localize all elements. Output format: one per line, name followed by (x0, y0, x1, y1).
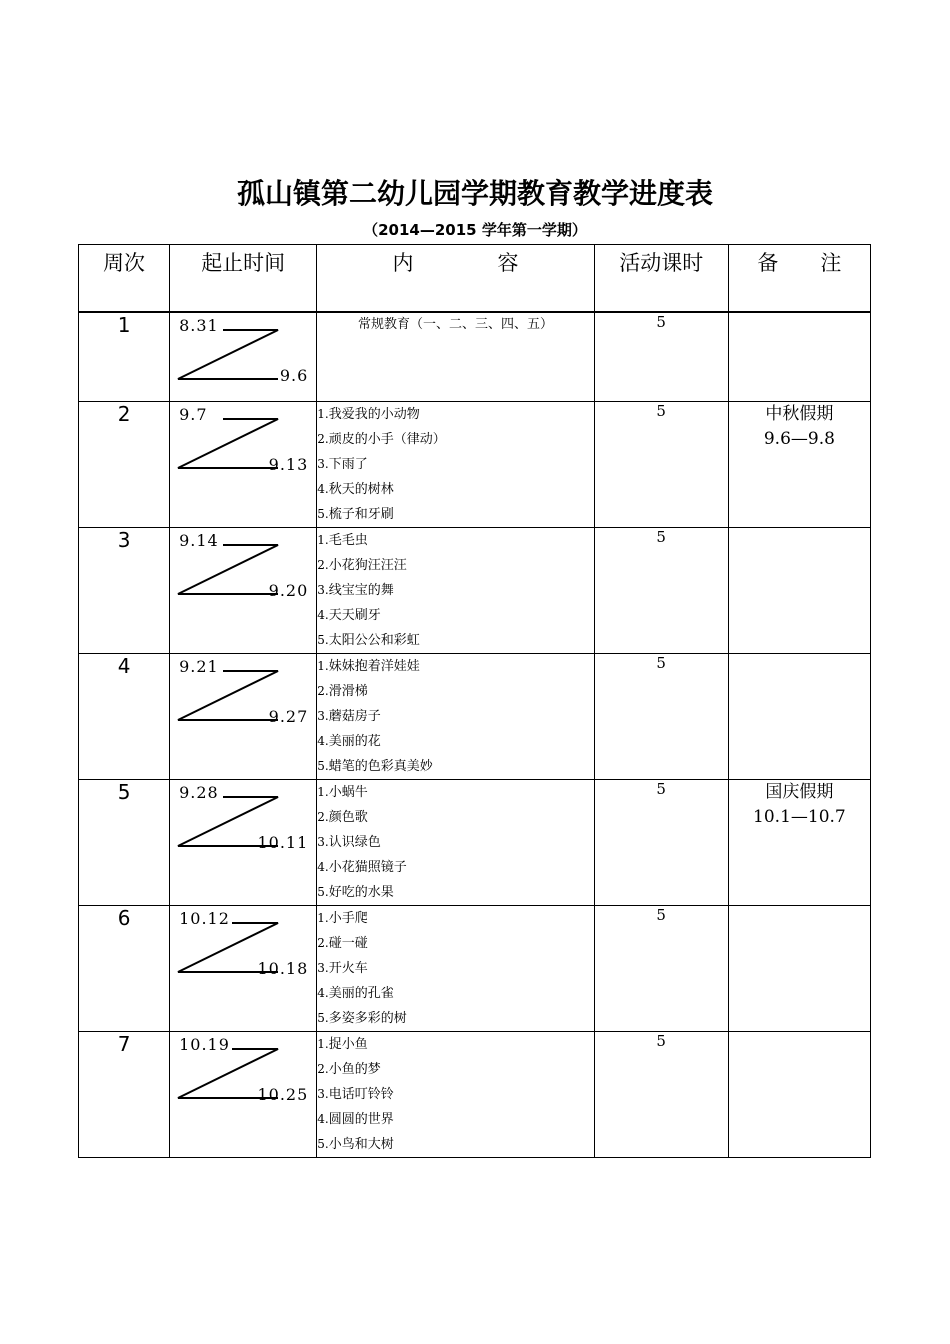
end-date: 9.6 (279, 366, 309, 385)
item-text: 妹妹抱着洋娃娃 (328, 659, 420, 674)
table-row (79, 654, 871, 780)
table-row (79, 906, 871, 1032)
item-text: 毛毛虫 (328, 533, 368, 548)
item-text: 开火车 (328, 961, 368, 976)
list-item (317, 1006, 593, 1031)
item-text: 碰一碰 (328, 936, 368, 951)
item-text: 认识绿色 (328, 835, 381, 850)
note-range: 10.1—10.7 (753, 807, 846, 827)
end-date: 9.13 (268, 455, 309, 474)
item-text: 小蜗牛 (328, 785, 368, 800)
note-title: 中秋假期 (765, 404, 834, 424)
hours-value: 5 (656, 1032, 666, 1050)
date-cell (170, 906, 317, 1032)
list-item (317, 477, 593, 502)
table-row (79, 402, 871, 528)
week-number: 3 (117, 528, 131, 552)
list-item (317, 578, 593, 603)
activity-list (317, 1032, 593, 1157)
schedule-table (78, 244, 871, 1158)
hours-cell (594, 528, 728, 654)
header-row (79, 245, 871, 312)
list-item (317, 502, 593, 527)
hours-value: 5 (656, 402, 666, 420)
table-row (79, 528, 871, 654)
item-number: 2. (317, 684, 329, 698)
hours-value: 5 (656, 780, 666, 798)
start-date: 8.31 (179, 316, 219, 335)
list-item (317, 402, 593, 427)
list-item (317, 981, 593, 1006)
item-number: 5. (317, 1011, 329, 1025)
note-cell (728, 313, 870, 402)
list-item (317, 528, 593, 553)
item-text: 我爱我的小动物 (328, 407, 420, 422)
item-text: 颜色歌 (328, 810, 368, 825)
item-number: 2. (317, 558, 329, 572)
item-number: 4. (317, 608, 329, 622)
week-number: 7 (117, 1032, 131, 1056)
item-text: 小手爬 (328, 911, 368, 926)
page-title: 孤山镇第二幼儿园学期教育教学进度表 (236, 177, 713, 210)
header-content: 内 容 (317, 245, 594, 312)
end-date: 10.25 (257, 1085, 309, 1104)
item-text: 小鱼的梦 (328, 1062, 381, 1077)
item-number: 2. (317, 432, 329, 446)
item-text: 滑滑梯 (328, 684, 368, 699)
item-number: 4. (317, 482, 329, 496)
list-item (317, 906, 593, 931)
date-cell (170, 780, 317, 906)
start-date: 9.28 (179, 783, 219, 802)
item-number: 2. (317, 1062, 329, 1076)
week-cell (79, 402, 170, 528)
content-cell (317, 313, 594, 402)
item-number: 2. (317, 810, 329, 824)
start-date: 10.19 (179, 1035, 230, 1054)
activity-list (317, 528, 593, 653)
week-cell (79, 313, 170, 402)
item-number: 3. (317, 457, 329, 471)
hours-cell (594, 313, 728, 402)
item-text: 蜡笔的色彩真美妙 (328, 759, 433, 774)
content-cell (317, 528, 594, 654)
item-text: 线宝宝的舞 (328, 583, 394, 598)
note-title: 国庆假期 (765, 782, 834, 802)
item-text: 下雨了 (328, 457, 368, 472)
hours-cell (594, 906, 728, 1032)
start-date: 9.21 (179, 657, 219, 676)
item-text: 好吃的水果 (328, 885, 394, 900)
activity-list (317, 780, 593, 905)
hours-cell (594, 1032, 728, 1158)
item-text: 小鸟和大树 (328, 1137, 394, 1152)
week-cell (79, 528, 170, 654)
note-range: 9.6—9.8 (763, 429, 835, 449)
content-cell (317, 780, 594, 906)
item-text: 美丽的花 (328, 734, 381, 749)
date-cell (170, 402, 317, 528)
list-item (317, 704, 593, 729)
item-number: 1. (317, 1037, 329, 1051)
activity-list (317, 906, 593, 1031)
list-item (317, 1082, 593, 1107)
week-cell (79, 654, 170, 780)
week-cell (79, 906, 170, 1032)
hours-cell (594, 402, 728, 528)
list-item (317, 880, 593, 905)
hours-value: 5 (656, 528, 666, 546)
start-date: 10.12 (179, 909, 230, 928)
hours-value: 5 (656, 906, 666, 924)
list-item (317, 754, 593, 779)
item-number: 1. (317, 911, 329, 925)
item-number: 4. (317, 1112, 329, 1126)
item-number: 3. (317, 961, 329, 975)
week-number: 2 (117, 402, 131, 426)
item-number: 4. (317, 734, 329, 748)
item-number: 4. (317, 860, 329, 874)
list-item (317, 654, 593, 679)
header-note: 备 注 (728, 245, 870, 312)
item-number: 2. (317, 936, 329, 950)
hours-value: 5 (656, 313, 666, 331)
list-item (317, 427, 593, 452)
list-item (317, 603, 593, 628)
item-number: 3. (317, 835, 329, 849)
table-row (79, 313, 871, 402)
note-cell (728, 654, 870, 780)
item-number: 5. (317, 633, 329, 647)
content-cell (317, 402, 594, 528)
item-text: 捉小鱼 (328, 1037, 368, 1052)
hours-cell (594, 654, 728, 780)
item-text: 太阳公公和彩虹 (328, 633, 420, 648)
end-date: 9.20 (268, 581, 309, 600)
item-number: 1. (317, 785, 329, 799)
week-cell (79, 1032, 170, 1158)
date-cell (170, 313, 317, 402)
item-number: 5. (317, 507, 329, 521)
table-row (79, 1032, 871, 1158)
content-cell (317, 1032, 594, 1158)
date-cell (170, 528, 317, 654)
table-row (79, 780, 871, 906)
end-date: 10.18 (257, 959, 309, 978)
item-text: 顽皮的小手（律动） (328, 432, 446, 447)
header-dates: 起止时间 (170, 245, 317, 312)
list-item (317, 780, 593, 805)
item-number: 3. (317, 709, 329, 723)
item-text: 多姿多彩的树 (328, 1011, 407, 1026)
header-hours: 活动课时 (594, 245, 728, 312)
page-subtitle: （2014—2015 学年第一学期） (363, 221, 587, 239)
note-cell (728, 780, 870, 906)
date-cell (170, 1032, 317, 1158)
list-item (317, 452, 593, 477)
note-cell (728, 402, 870, 528)
item-number: 5. (317, 759, 329, 773)
list-item (317, 553, 593, 578)
item-text: 美丽的孔雀 (328, 986, 394, 1001)
item-number: 1. (317, 407, 329, 421)
content-cell (317, 906, 594, 1032)
list-item (317, 1057, 593, 1082)
item-text: 小花猫照镜子 (328, 860, 407, 875)
start-date: 9.14 (179, 531, 219, 550)
list-item (317, 805, 593, 830)
start-date: 9.7 (179, 405, 208, 424)
item-text: 圆圆的世界 (328, 1112, 394, 1127)
week-cell (79, 780, 170, 906)
item-text: 电话叮铃铃 (328, 1087, 394, 1102)
list-item (317, 1132, 593, 1157)
end-date: 9.27 (268, 707, 309, 726)
week-number: 6 (117, 906, 131, 930)
week-number: 4 (117, 654, 131, 678)
list-item (317, 855, 593, 880)
item-number: 4. (317, 986, 329, 1000)
list-item (317, 729, 593, 754)
item-number: 1. (317, 659, 329, 673)
item-number: 5. (317, 885, 329, 899)
content-text: 常规教育（一、二、三、四、五） (357, 317, 553, 332)
content-cell (317, 654, 594, 780)
item-number: 3. (317, 1087, 329, 1101)
end-date: 10.11 (257, 833, 309, 852)
item-number: 3. (317, 583, 329, 597)
item-text: 天天刷牙 (328, 608, 381, 623)
note-cell (728, 528, 870, 654)
hours-cell (594, 780, 728, 906)
activity-list (317, 654, 593, 779)
list-item (317, 956, 593, 981)
week-number: 5 (117, 780, 131, 804)
list-item (317, 1107, 593, 1132)
date-cell (170, 654, 317, 780)
activity-list (317, 402, 593, 527)
week-number: 1 (117, 313, 131, 337)
note-cell (728, 906, 870, 1032)
list-item (317, 1032, 593, 1057)
item-number: 5. (317, 1137, 329, 1151)
header-week: 周次 (79, 245, 170, 312)
item-text: 小花狗汪汪汪 (328, 558, 407, 573)
item-number: 1. (317, 533, 329, 547)
item-text: 秋天的树林 (328, 482, 394, 497)
hours-value: 5 (656, 654, 666, 672)
list-item (317, 830, 593, 855)
list-item (317, 931, 593, 956)
list-item (317, 628, 593, 653)
item-text: 梳子和牙刷 (328, 507, 394, 522)
list-item (317, 679, 593, 704)
note-cell (728, 1032, 870, 1158)
item-text: 蘑菇房子 (328, 709, 381, 724)
